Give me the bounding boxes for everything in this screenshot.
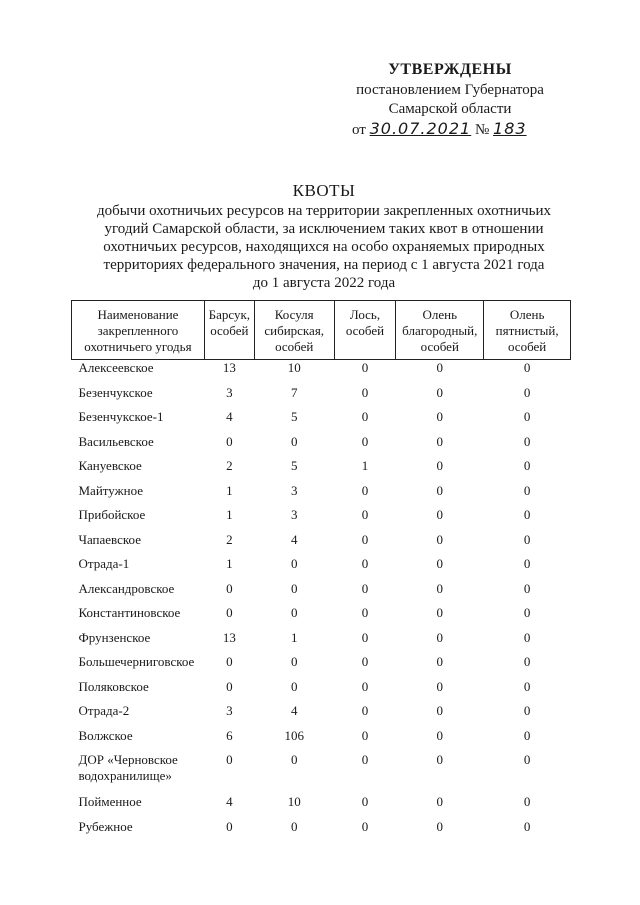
cell-badger: 3 [226, 384, 233, 400]
cell-badger: 0 [226, 654, 233, 669]
cell-badger: 1 [226, 556, 233, 571]
cell-roe-deer: 106 [284, 727, 304, 743]
cell-moose: 0 [361, 507, 369, 522]
title-subtitle-line: угодий Самарской области, за исключением таких квот в отношении [104, 221, 544, 237]
quota-table [71, 300, 571, 843]
title-subtitle-line: охотничьих ресурсов, находящихся на особо охраняемых природных [103, 239, 545, 255]
cell-moose: 0 [361, 482, 369, 498]
cell-roe-deer: 0 [290, 433, 298, 449]
cell-red-deer: 0 [436, 507, 444, 522]
cell-red-deer: 0 [436, 818, 444, 834]
table-row [72, 507, 571, 532]
approval-line-2: Самарской области [388, 101, 512, 117]
cell-badger: 6 [226, 727, 233, 743]
table-row [72, 360, 571, 385]
cell-hunting-ground: Чапаевское [78, 531, 141, 547]
cell-roe-deer: 0 [290, 605, 298, 620]
title-subtitle-line: до 1 августа 2022 года [252, 275, 396, 291]
cell-sika-deer: 0 [523, 727, 531, 743]
cell-sika-deer: 0 [523, 580, 531, 596]
cell-badger: 13 [222, 629, 236, 645]
cell-roe-deer: 10 [254, 360, 334, 385]
cell-roe-deer: 0 [290, 818, 298, 834]
table-row [72, 819, 571, 844]
table-row [72, 794, 571, 819]
cell-moose: 0 [361, 794, 369, 809]
cell-moose: 0 [361, 703, 369, 718]
cell-roe-deer: 0 [290, 556, 298, 571]
table-row [72, 679, 571, 704]
cell-moose: 0 [361, 678, 369, 694]
cell-hunting-ground: Алексеевское [72, 360, 205, 385]
cell-hunting-ground: Константиновское [78, 605, 181, 620]
cell-hunting-ground: Безенчукское-1 [78, 409, 164, 424]
cell-badger: 1 [226, 507, 233, 522]
cell-roe-deer: 1 [290, 629, 298, 645]
table-row [72, 409, 571, 434]
cell-badger: 4 [226, 794, 233, 809]
cell-hunting-ground: Рубежное [78, 818, 133, 834]
handwritten-date: 30.07.2021 [369, 119, 472, 138]
table-body [72, 360, 571, 844]
approved-heading: УТВЕРЖДЕНЫ [388, 61, 512, 78]
approval-date-line [340, 119, 560, 140]
cell-moose: 0 [361, 556, 369, 571]
cell-sika-deer: 0 [523, 818, 531, 834]
cell-red-deer: 0 [436, 629, 444, 645]
header-red-deer: Олень благородный, особей [396, 301, 484, 360]
cell-sika-deer: 0 [523, 752, 531, 767]
date-prefix: от [352, 122, 366, 138]
cell-red-deer: 0 [436, 384, 444, 400]
cell-red-deer: 0 [436, 433, 444, 449]
table-row [72, 434, 571, 459]
cell-moose: 0 [361, 818, 369, 834]
table-row [72, 728, 571, 753]
cell-roe-deer: 5 [290, 458, 298, 473]
cell-roe-deer: 4 [290, 703, 298, 718]
cell-red-deer: 0 [436, 654, 444, 669]
cell-roe-deer: 0 [290, 654, 298, 669]
cell-moose: 0 [361, 654, 369, 669]
cell-moose: 0 [361, 531, 369, 547]
cell-red-deer: 0 [436, 482, 444, 498]
cell-hunting-ground: Прибойское [78, 507, 146, 522]
table-row [72, 581, 571, 606]
header-hunting-ground: Наименование закрепленного охотничьего угодья [72, 301, 205, 360]
cell-badger: 0 [226, 433, 233, 449]
cell-moose: 0 [361, 580, 369, 596]
cell-roe-deer: 3 [290, 507, 298, 522]
table-row [72, 532, 571, 557]
document-title [80, 182, 568, 292]
cell-badger: 13 [204, 360, 254, 385]
cell-roe-deer: 4 [290, 531, 298, 547]
cell-badger: 0 [226, 678, 233, 694]
cell-moose: 0 [361, 752, 369, 767]
cell-moose: 0 [361, 433, 369, 449]
cell-red-deer: 0 [436, 605, 444, 620]
cell-hunting-ground: Отрада-2 [78, 703, 130, 718]
cell-sika-deer: 0 [523, 703, 531, 718]
cell-badger: 3 [226, 703, 233, 718]
cell-moose: 1 [361, 458, 369, 473]
cell-red-deer: 0 [436, 531, 444, 547]
cell-badger: 0 [226, 752, 233, 767]
cell-sika-deer: 0 [523, 458, 531, 473]
cell-sika-deer: 0 [523, 654, 531, 669]
cell-moose: 0 [361, 727, 369, 743]
table-row [72, 556, 571, 581]
cell-moose: 0 [361, 605, 369, 620]
cell-red-deer: 0 [436, 703, 444, 718]
cell-badger: 2 [226, 458, 233, 473]
cell-hunting-ground: Майтужное [78, 482, 143, 498]
cell-hunting-ground: Фрунзенское [78, 629, 151, 645]
approval-stamp [340, 60, 560, 140]
cell-hunting-ground: ДОР «Черновское водохранилище» [78, 752, 178, 783]
cell-hunting-ground: Александровское [78, 580, 175, 596]
cell-moose: 0 [361, 384, 369, 400]
cell-red-deer: 0 [436, 458, 444, 473]
table-row [72, 703, 571, 728]
cell-roe-deer: 5 [290, 409, 298, 424]
handwritten-number: 183 [493, 119, 527, 138]
header-moose: Лось, особей [334, 301, 396, 360]
table-header-row [72, 301, 571, 360]
cell-sika-deer: 0 [523, 482, 531, 498]
cell-badger: 2 [226, 531, 233, 547]
cell-hunting-ground: Волжское [78, 727, 133, 743]
cell-hunting-ground: Кануевское [78, 458, 142, 473]
table-row [72, 605, 571, 630]
cell-hunting-ground: Поляковское [78, 678, 149, 694]
cell-red-deer: 0 [436, 678, 444, 694]
cell-sika-deer: 0 [523, 678, 531, 694]
cell-sika-deer: 0 [484, 360, 571, 385]
cell-sika-deer: 0 [523, 556, 531, 571]
cell-roe-deer: 0 [290, 752, 298, 767]
cell-hunting-ground: Большечерниговское [78, 654, 195, 669]
cell-roe-deer: 7 [290, 384, 298, 400]
cell-red-deer: 0 [436, 580, 444, 596]
cell-moose: 0 [334, 360, 396, 385]
cell-roe-deer: 0 [290, 678, 298, 694]
table-row [72, 752, 571, 794]
table-row [72, 630, 571, 655]
number-sign: № [474, 122, 490, 138]
cell-red-deer: 0 [436, 556, 444, 571]
cell-roe-deer: 0 [290, 580, 298, 596]
cell-badger: 4 [226, 409, 233, 424]
table-row [72, 654, 571, 679]
header-badger: Барсук, особей [204, 301, 254, 360]
cell-hunting-ground: Васильевское [78, 433, 154, 449]
title-main: КВОТЫ [292, 181, 356, 200]
cell-sika-deer: 0 [523, 384, 531, 400]
cell-sika-deer: 0 [523, 629, 531, 645]
header-roe-deer: Косуля сибирская, особей [254, 301, 334, 360]
table-row [72, 458, 571, 483]
cell-red-deer: 0 [436, 794, 444, 809]
table-row [72, 483, 571, 508]
cell-red-deer: 0 [436, 409, 444, 424]
cell-badger: 1 [226, 482, 233, 498]
cell-sika-deer: 0 [523, 409, 531, 424]
cell-sika-deer: 0 [523, 433, 531, 449]
approval-line-1: постановлением Губернатора [356, 82, 544, 98]
cell-red-deer: 0 [396, 360, 484, 385]
cell-badger: 0 [226, 605, 233, 620]
title-subtitle-line: добычи охотничьих ресурсов на территории закрепленных охотничьих [96, 203, 552, 219]
cell-hunting-ground: Безенчукское [78, 384, 153, 400]
title-subtitle-line: территориях федерального значения, на период с 1 августа 2021 года [103, 257, 545, 273]
cell-sika-deer: 0 [523, 531, 531, 547]
cell-badger: 0 [226, 580, 233, 596]
cell-hunting-ground: Пойменное [78, 794, 142, 809]
cell-red-deer: 0 [436, 727, 444, 743]
cell-sika-deer: 0 [523, 605, 531, 620]
cell-sika-deer: 0 [523, 507, 531, 522]
header-sika-deer: Олень пятнистый, особей [484, 301, 571, 360]
cell-roe-deer: 3 [290, 482, 298, 498]
cell-moose: 0 [361, 409, 369, 424]
cell-badger: 0 [226, 818, 233, 834]
table-row [72, 385, 571, 410]
cell-red-deer: 0 [436, 752, 444, 767]
cell-moose: 0 [361, 629, 369, 645]
cell-hunting-ground: Отрада-1 [78, 556, 130, 571]
cell-roe-deer: 10 [287, 794, 301, 809]
cell-sika-deer: 0 [523, 794, 531, 809]
